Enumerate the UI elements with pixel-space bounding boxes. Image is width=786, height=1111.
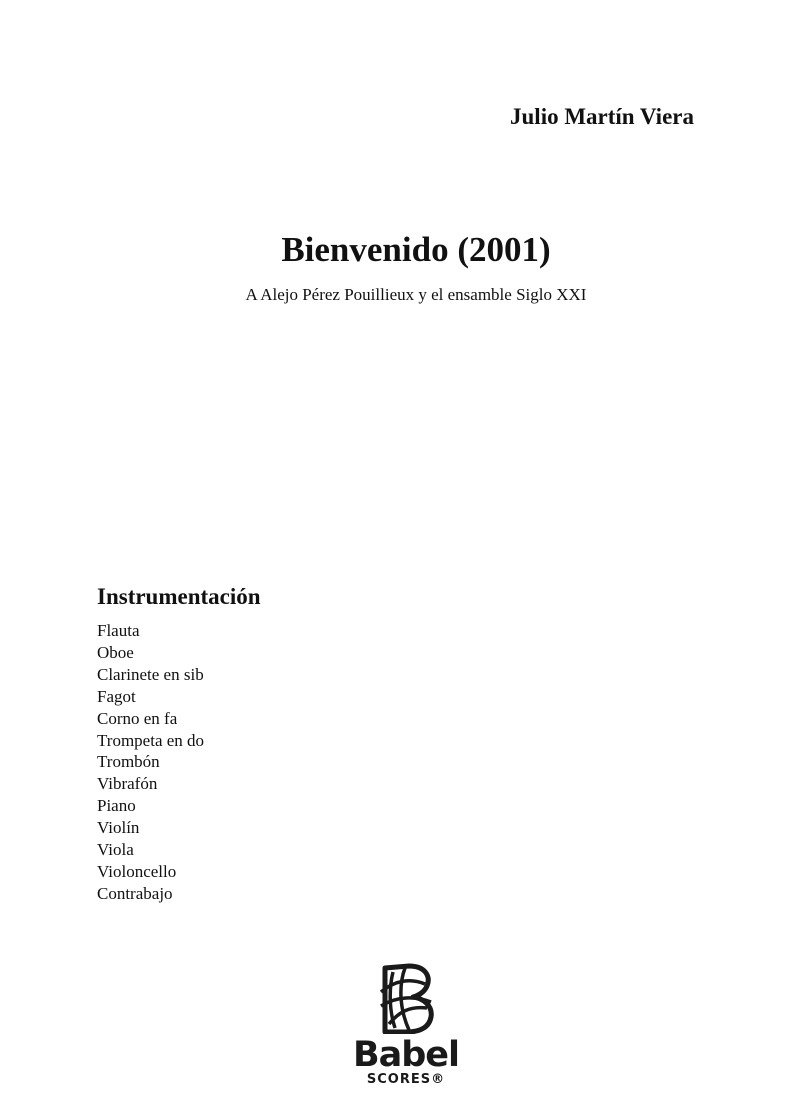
instrument-item: Trombón: [97, 752, 160, 772]
babel-scores-logo-icon: [375, 962, 437, 1034]
composer-name: Julio Martín Viera: [510, 104, 694, 129]
instrument-item: Vibrafón: [97, 774, 158, 794]
instrument-item: Oboe: [97, 642, 134, 662]
publisher-logo: [348, 962, 464, 1088]
instrument-item: Piano: [97, 796, 136, 816]
instrument-item: Viola: [97, 840, 134, 860]
instrument-item: Contrabajo: [97, 883, 173, 903]
instrument-item: Violoncello: [97, 861, 177, 881]
instrumentation-list: [97, 620, 204, 905]
instrument-item: Corno en fa: [97, 708, 178, 728]
dedication: A Alejo Pérez Pouillieux y el ensamble Siglo XXI: [245, 285, 587, 304]
instrument-item: Clarinete en sib: [97, 664, 204, 684]
instrument-item: Violín: [97, 818, 140, 838]
instrument-item: Trompeta en do: [97, 730, 205, 750]
publisher-subtitle: SCORES®: [366, 1072, 446, 1087]
instrumentation-heading: Instrumentación: [97, 584, 261, 609]
publisher-name: Babel: [352, 1035, 460, 1075]
instrument-item: Flauta: [97, 621, 140, 640]
work-title: Bienvenido (2001): [281, 230, 551, 269]
instrument-item: Fagot: [97, 686, 136, 706]
